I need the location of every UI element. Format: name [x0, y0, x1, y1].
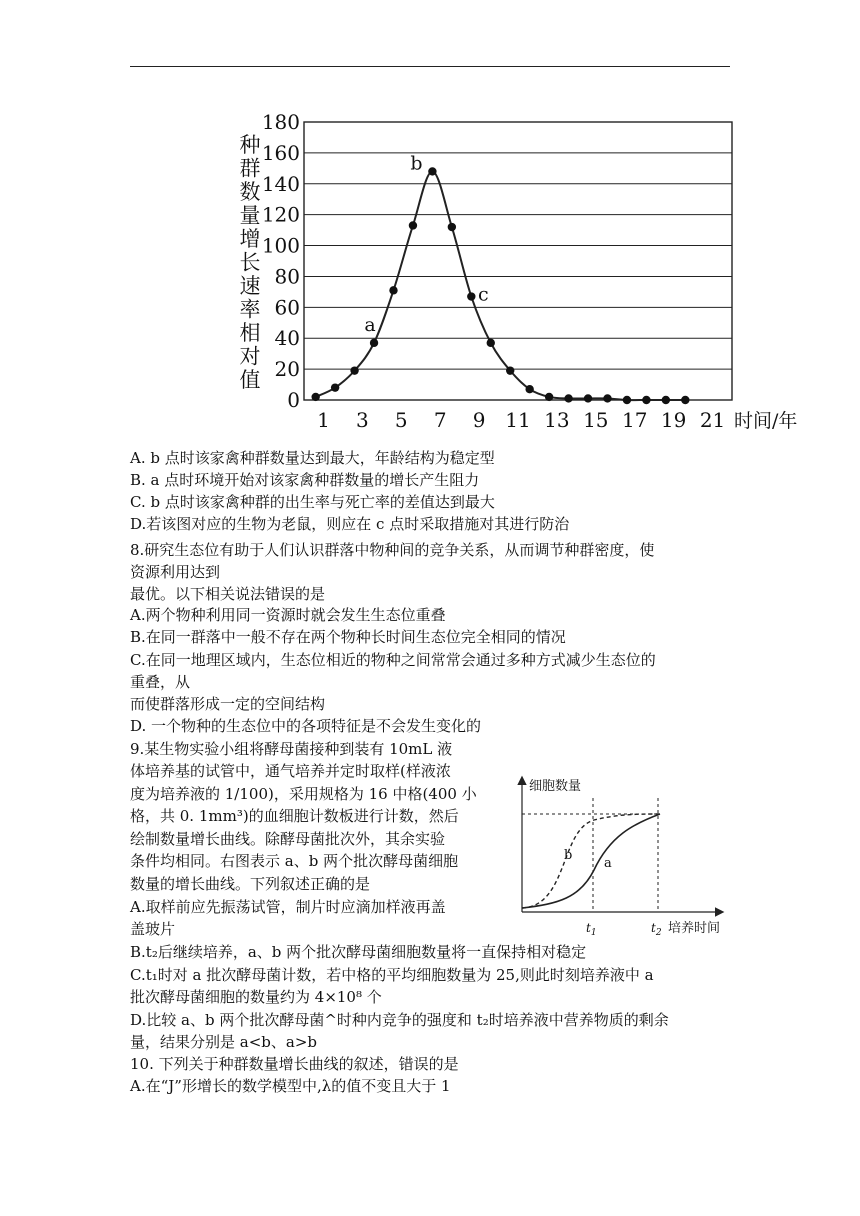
y-tick-label: 60 [274, 295, 300, 320]
x-tick-label: 5 [394, 408, 408, 432]
data-point [350, 366, 358, 374]
x-tick-label: 19 [660, 408, 687, 432]
y-axis-label: 细胞数量 [529, 779, 582, 794]
y-axis-label-char: 率 [239, 297, 261, 322]
plot-frame [304, 122, 732, 400]
data-point [389, 286, 397, 294]
t2-label: $t_2$ [651, 921, 662, 938]
q8-option-a: A.两个物种利用同一资源时就会发生生态位重叠 [130, 606, 446, 624]
q9-option-a-line2: 盖玻片 [130, 920, 176, 938]
y-axis-label-char: 增 [239, 227, 261, 251]
data-point [662, 396, 670, 404]
y-axis-label-char: 长 [239, 250, 261, 275]
y-tick-label: 140 [261, 171, 300, 196]
q8-stem-line2: 资源利用达到 [130, 563, 221, 581]
q7-option-c: C. b 点时该家禽种群的出生率与死亡率的差值达到最大 [130, 493, 495, 511]
x-axis-label: 培养时间 [668, 921, 721, 936]
q8-stem-line3: 最优。以下相关说法错误的是 [130, 585, 326, 603]
t1-label: $t_1$ [586, 921, 597, 938]
data-point [506, 366, 514, 374]
y-axis-label-char: 数 [239, 180, 261, 204]
q9-stem-line4: 格，共 0. 1mm³)的血细胞计数板进行计数，然后 [130, 807, 459, 825]
y-tick-label: 40 [274, 326, 300, 351]
q10-stem: 10. 下列关于种群数量增长曲线的叙述，错误的是 [130, 1055, 459, 1073]
q9-option-c-line1: C.t₁时对 a 批次酵母菌计数，若中格的平均细胞数量为 25,则此时刻培养液中 a [130, 966, 654, 984]
y-axis-label-char: 速 [239, 274, 261, 298]
y-axis-label-char: 量 [239, 203, 261, 228]
q9-option-d-line1: D.比较 a、b 两个批次酵母菌^时种内竞争的强度和 t₂时培养液中营养物质的剩余 [130, 1011, 669, 1029]
x-tick-label: 17 [622, 408, 648, 432]
q9-option-c-line2: 批次酵母菌细胞的数量约为 4×10⁸ 个 [130, 988, 382, 1006]
data-point [448, 223, 456, 231]
q9-stem-line7: 数量的增长曲线。下列叙述正确的是 [130, 875, 371, 893]
growth-rate-chart [232, 110, 832, 450]
data-point [370, 339, 378, 347]
x-axis-label: 时间/年 [734, 410, 798, 432]
data-point [428, 167, 436, 175]
q9-stem-line3: 度为培养液的 1/100)，采用规格为 16 中格(400 小 [130, 785, 477, 803]
growth-rate-curve [316, 171, 686, 400]
x-tick-label: 11 [505, 408, 531, 432]
data-point [681, 396, 689, 404]
data-point [603, 394, 611, 402]
x-tick-label: 9 [472, 408, 486, 432]
q8-option-c-line2: 重叠，从 [130, 673, 191, 691]
q7-option-d: D.若该图对应的生物为老鼠，则应在 c 点时采取措施对其进行防治 [130, 515, 570, 533]
y-axis-label [240, 133, 261, 392]
x-tick-label: 13 [544, 408, 570, 432]
q9-option-a-line1: A.取样前应先振荡试管，制片时应滴加样液再盖 [130, 898, 446, 916]
q9-stem-line2: 体培养基的试管中，通气培养并定时取样(样液浓 [130, 762, 451, 780]
y-axis-label-char: 种 [239, 133, 261, 157]
yeast-growth-chart [498, 770, 748, 942]
q8-stem-line1: 8.研究生态位有助于人们认识群落中物种间的竞争关系，从而调节种群密度，使 [130, 541, 655, 559]
y-axis-label-char: 相 [239, 321, 261, 345]
q9-option-d-line2: 量，结果分别是 a<b、a>b [130, 1033, 317, 1051]
data-point [331, 383, 339, 391]
q9-stem-line1: 9.某生物实验小组将酵母菌接种到装有 10mL 液 [130, 740, 453, 758]
q7-option-a: A. b 点时该家禽种群数量达到最大，年龄结构为稳定型 [130, 449, 495, 467]
curve-a-label: a [604, 856, 612, 871]
data-point [642, 396, 650, 404]
data-point [623, 396, 631, 404]
q10-option-a: A.在“J”形增长的数学模型中,λ的值不变且大于 1 [130, 1077, 451, 1095]
x-tick-label: 3 [355, 408, 369, 432]
y-axis-label-char: 群 [239, 156, 261, 181]
y-axis-label-char: 对 [239, 344, 261, 369]
y-tick-label: 80 [274, 264, 300, 289]
y-tick-label: 0 [287, 388, 300, 412]
q9-stem-line6: 条件均相同。右图表示 a、b 两个批次酵母菌细胞 [130, 852, 459, 870]
y-tick-label: 160 [261, 140, 300, 165]
y-tick-label: 180 [261, 110, 300, 134]
y-axis-label-char: 值 [239, 368, 261, 392]
y-tick-label: 100 [261, 233, 300, 258]
q8-option-c-line3: 而使群落形成一定的空间结构 [130, 695, 326, 713]
data-point [487, 339, 495, 347]
data-point [311, 393, 319, 401]
data-point [545, 393, 553, 401]
x-tick-label: 21 [699, 408, 726, 432]
q8-option-b: B.在同一群落中一般不存在两个物种长时间生态位完全相同的情况 [130, 628, 566, 646]
data-point [467, 292, 475, 300]
header-rule [130, 66, 730, 67]
data-point [564, 394, 572, 402]
x-tick-label: 1 [317, 408, 330, 432]
x-tick-label: 7 [433, 408, 447, 432]
q8-option-c-line1: C.在同一地理区域内，生态位相近的物种之间常常会通过多种方式减少生态位的 [130, 651, 656, 669]
q9-stem-line5: 绘制数量增长曲线。除酵母菌批次外，其余实验 [130, 830, 446, 848]
y-tick-label: 120 [261, 202, 300, 227]
x-tick-label: 15 [583, 408, 609, 432]
y-tick-label: 20 [274, 357, 300, 382]
point-label-b: b [410, 152, 423, 175]
q9-option-b: B.t₂后继续培养，a、b 两个批次酵母菌细胞数量将一直保持相对稳定 [130, 943, 587, 961]
curve-a [522, 814, 660, 908]
point-label-c: c [477, 283, 489, 306]
curve-b-label: b [564, 848, 573, 863]
data-point [525, 385, 533, 393]
q7-option-b: B. a 点时环境开始对该家禽种群数量的增长产生阻力 [130, 471, 480, 489]
data-point [409, 221, 417, 229]
q8-option-d: D. 一个物种的生态位中的各项特征是不会发生变化的 [130, 717, 482, 735]
data-point [584, 394, 592, 402]
curve-b [522, 814, 660, 908]
point-label-a: a [364, 313, 376, 336]
